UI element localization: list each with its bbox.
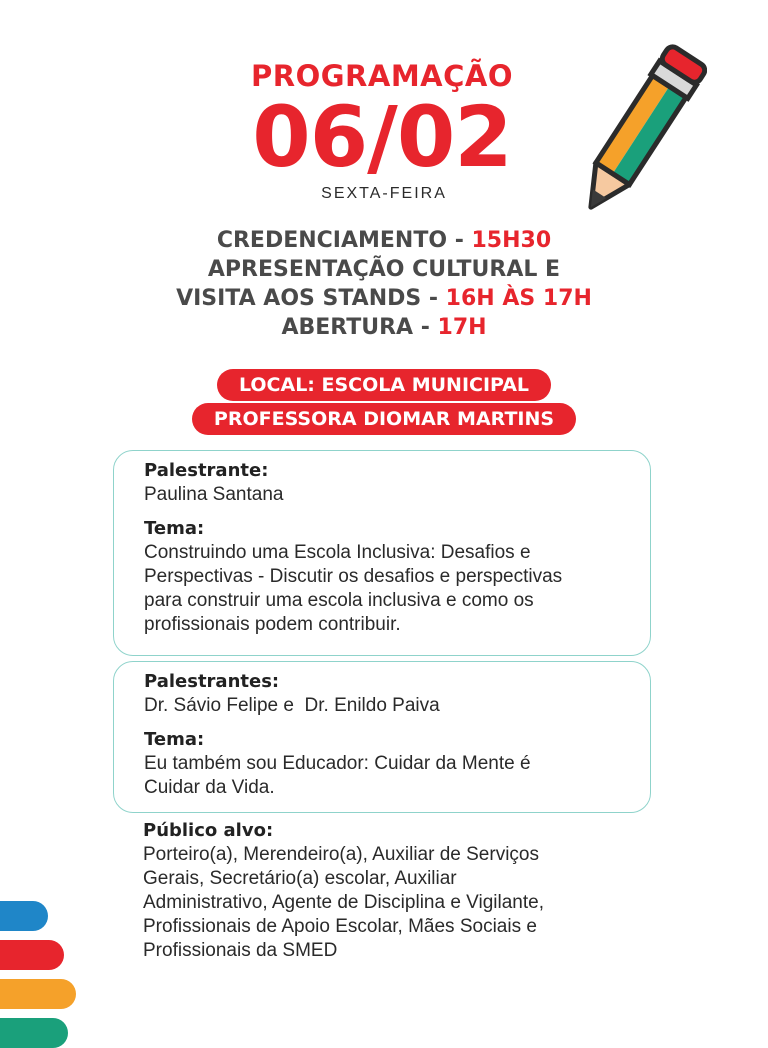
audience-line: Administrativo, Agente de Disciplina e Vigilante, [143, 892, 544, 913]
audience-line: Porteiro(a), Merendeiro(a), Auxiliar de Serviços [143, 844, 539, 865]
theme-line: Construindo uma Escola Inclusiva: Desafios e [144, 542, 531, 563]
speakers-label: Palestrantes: [144, 671, 280, 692]
decor-stripe-red [0, 940, 64, 970]
audience-line: Profissionais da SMED [143, 940, 338, 961]
pencil-icon [575, 42, 707, 222]
weekday: SEXTA-FEIRA [321, 185, 447, 202]
decor-stripe-orange [0, 979, 76, 1009]
theme-line: profissionais podem contribuir. [144, 614, 401, 635]
stands-time: 16H ÀS 17H [445, 286, 592, 311]
credentialing-time: 15H30 [471, 228, 552, 253]
decor-stripe-blue [0, 901, 48, 931]
credentialing-label: CREDENCIAMENTO - [216, 228, 472, 253]
theme-text [144, 752, 650, 800]
audience-list [143, 843, 703, 963]
speaker-label: Palestrante: [144, 460, 269, 481]
decor-stripe-green [0, 1018, 68, 1048]
stands-label: VISITA AOS STANDS - [176, 286, 446, 311]
speaker-name: Paulina Santana [144, 484, 284, 505]
opening-time: 17H [437, 315, 487, 340]
theme-line: Cuidar da Vida. [144, 777, 275, 798]
audience-label: Público alvo: [143, 820, 274, 841]
theme-line: Perspectivas - Discutir os desafios e perspectivas [144, 566, 563, 587]
opening-label: ABERTURA - [281, 315, 438, 340]
speakers-names: Dr. Sávio Felipe e Dr. Enildo Paiva [144, 695, 440, 716]
theme-line: Eu também sou Educador: Cuidar da Mente é [144, 753, 531, 774]
theme-label: Tema: [144, 518, 205, 539]
location-line-1: LOCAL: ESCOLA MUNICIPAL [217, 369, 551, 401]
target-audience [143, 819, 703, 963]
theme-text [144, 541, 650, 637]
program-title: PROGRAMAÇÃO [251, 59, 513, 93]
location-line-2: PROFESSORA DIOMAR MARTINS [192, 403, 576, 435]
location [0, 369, 768, 435]
audience-line: Gerais, Secretário(a) escolar, Auxiliar [143, 868, 457, 889]
schedule-stands [0, 284, 768, 313]
talk-card-1 [113, 450, 651, 656]
schedule-opening [0, 313, 768, 342]
schedule-credentialing [0, 226, 768, 255]
schedule-cultural: APRESENTAÇÃO CULTURAL E [207, 257, 561, 282]
theme-label: Tema: [144, 729, 205, 750]
theme-line: para construir uma escola inclusiva e como os [144, 590, 534, 611]
audience-line: Profissionais de Apoio Escolar, Mães Sociais e [143, 916, 537, 937]
event-date: 06/02 [252, 88, 512, 186]
schedule [0, 226, 768, 342]
talk-card-2 [113, 661, 651, 813]
